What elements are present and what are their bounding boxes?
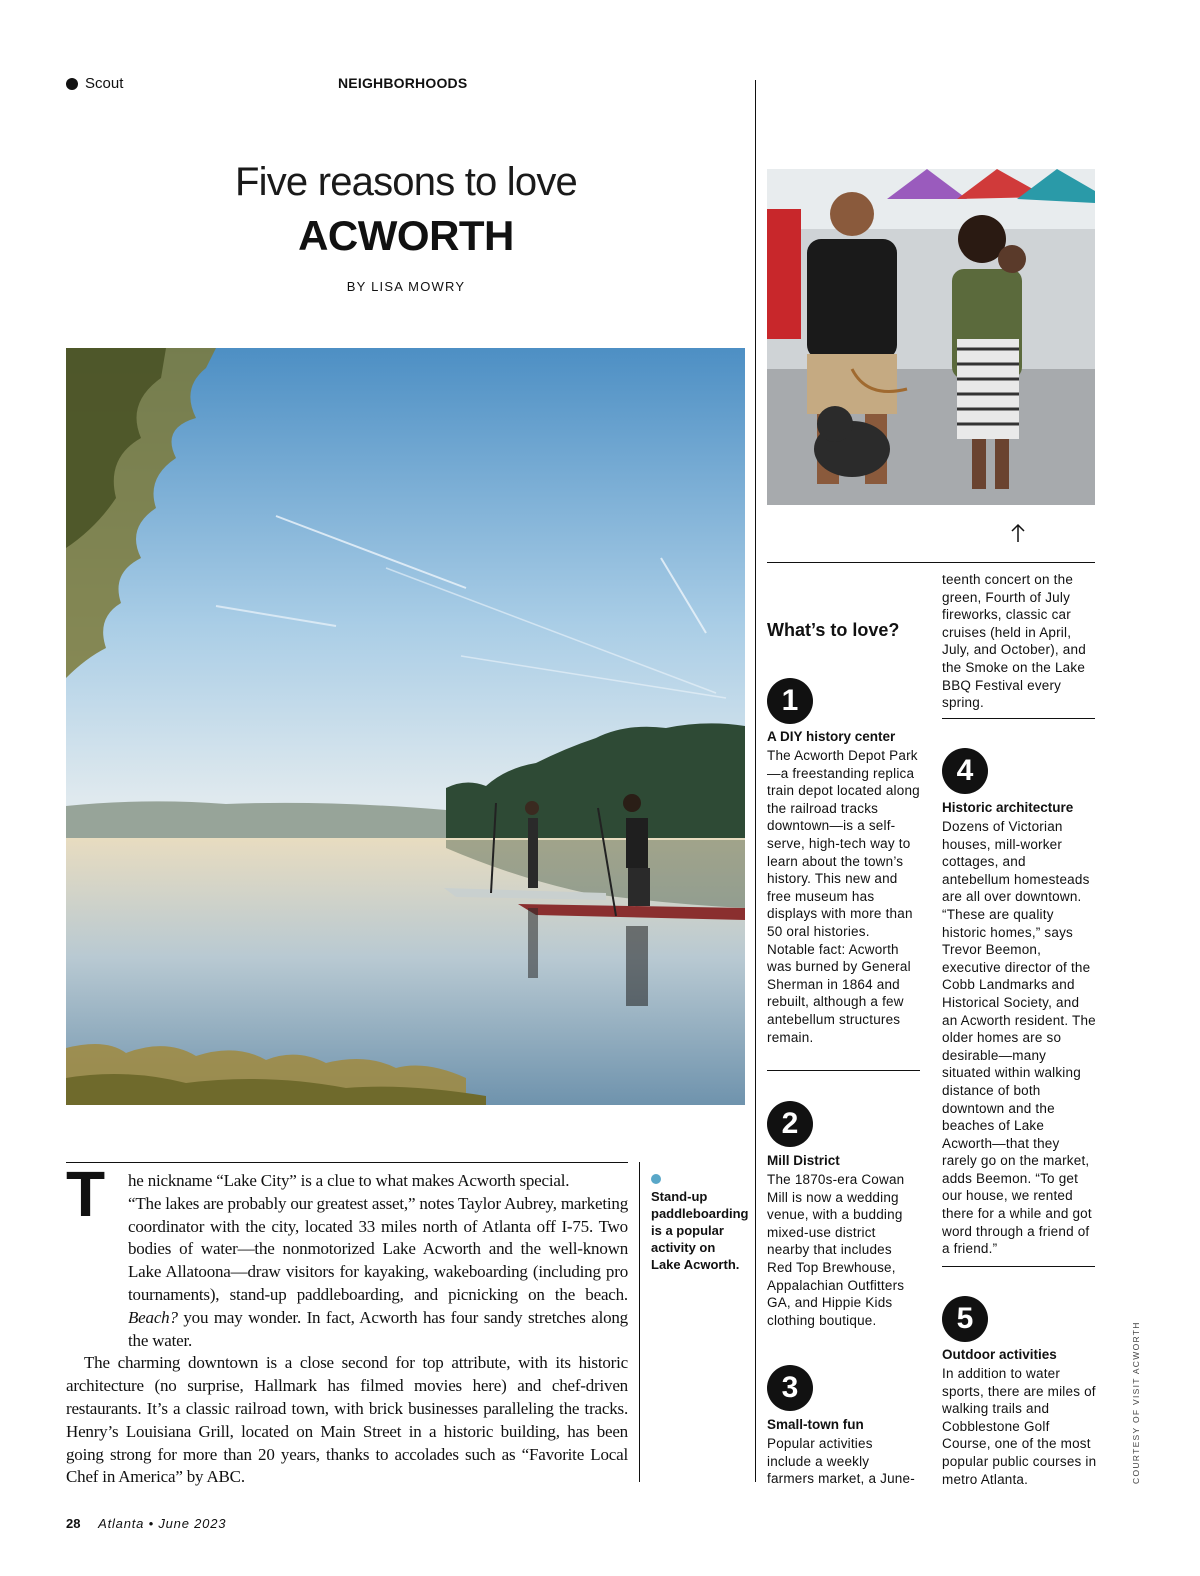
reason-title-1: A DIY history center (767, 729, 896, 744)
arrow-up-icon (1008, 520, 1028, 546)
reason-text-1: The Acworth Depot Park—a freestanding replica train depot located along the railroad tracks downtown—is a self-serve, high-tech way to learn about the town’s history. This new and free museum has displays with more than 50 oral histories. Notable fact: Acworth was burned by General Sherman in 1864 and rebuilt, although a few antebellum structures remain. (767, 748, 920, 1045)
section-bullet (66, 78, 78, 90)
section-label: NEIGHBORHOODS (338, 75, 468, 91)
reason-number-5: 5 (942, 1296, 988, 1342)
reason-title-4: Historic architecture (942, 800, 1074, 815)
farmers-market-photo (767, 169, 1095, 505)
reason-text-4: Dozens of Victorian houses, mill-worker cottages, and antebellum homesteads are all over downtown. “These are quality historic homes,” says Trevor Beemon, executive director of the Cobb Landmarks and Historical Society, and an Acworth resident. The older homes are so desirable—many situated within walking distance of both downtown and the beaches of Lake Acworth—that they rarely go on the market, adds Beemon. “To get our house, we rented there for a while and got word through a friend of a friend.” (942, 819, 1096, 1257)
photo-caption: Stand-up paddleboarding is a popular activity on Lake Acworth. (651, 1189, 749, 1272)
lake-paddleboard-photo (66, 348, 745, 1105)
photo-credit: COURTESY OF VISIT ACWORTH (1131, 1321, 1141, 1484)
page-footer (66, 1516, 226, 1531)
article-top-rule (66, 1162, 628, 1163)
reason-number-3: 3 (767, 1365, 813, 1411)
headline-title: ACWORTH (298, 212, 514, 259)
article-lead-line: he nickname “Lake City” is a clue to what makes Acworth special. (128, 1171, 570, 1190)
byline: BY LISA MOWRY (346, 279, 466, 294)
article-paragraph-1: “The lakes are probably our greatest asset,” notes Taylor Aubrey, marketing coordinator with the city, located 33 miles north of Atlanta off I-75. Two bodies of water—the nonmotorized Lake Acworth and the well-known Lake Allatoona—draw visitors for kayaking, wakeboarding (including pro tournaments), stand-up paddleboarding, and picnicking on the beach. Beach? you may wonder. In fact, Acworth has four sandy stretches along the water. (128, 1193, 628, 1350)
reason-number-4: 4 (942, 748, 988, 794)
reason-text-2: The 1870s-era Cowan Mill is now a wedding venue, with a budding mixed-use district nearby that includes Red Top Brewhouse, Appalachian Outfitters GA, and Hippie Kids clothing boutique. (767, 1172, 905, 1328)
reason-text-3: Popular activities include a weekly farmers market, a June- (767, 1436, 915, 1487)
page-number: 28 (66, 1516, 81, 1531)
drop-cap: T (66, 1158, 106, 1230)
headline-kicker: Five reasons to love (235, 160, 577, 204)
reason-title-3: Small-town fun (767, 1417, 864, 1432)
article-body (66, 1170, 628, 1489)
section-name: Scout (85, 75, 124, 92)
magazine-issue: Atlanta • June 2023 (98, 1516, 227, 1531)
reason-title-5: Outdoor activities (942, 1347, 1057, 1362)
reason-text-3-continued: teenth concert on the green, Fourth of July fireworks, classic car cruises (held in April, July, and October), and the Smoke on the Lake BBQ Festival every spring. (942, 572, 1086, 711)
reason-title-2: Mill District (767, 1153, 840, 1168)
caption-divider (639, 1162, 640, 1482)
sidebar-top-rule (767, 562, 1095, 563)
reason-divider-3 (942, 718, 1095, 719)
article-paragraph-2: The charming downtown is a close second for top attribute, with its historic architecture (no surprise, Hallmark has filmed movies here) and chef-driven restaurants. It’s a classic railroad town, with brick businesses paralleling the tracks. Henry’s Louisiana Grill, located on Main Street in a historic building, has been going strong for more than 20 years, thanks to accolades such as “Favorite Local Chef in America” by ABC. (66, 1353, 628, 1487)
beach-emphasis: Beach? (128, 1307, 178, 1327)
sidebar-heading: What’s to love? (767, 620, 900, 640)
reason-text-5: In addition to water sports, there are miles of walking trails and Cobblestone Golf Course, one of the most popular public courses in metro Atlanta. (942, 1366, 1097, 1487)
reason-divider-1 (767, 1070, 920, 1071)
caption-bullet (651, 1174, 661, 1184)
column-divider (755, 80, 756, 1482)
reason-number-2: 2 (767, 1101, 813, 1147)
reason-divider-4 (942, 1266, 1095, 1267)
reason-number-1: 1 (767, 678, 813, 724)
